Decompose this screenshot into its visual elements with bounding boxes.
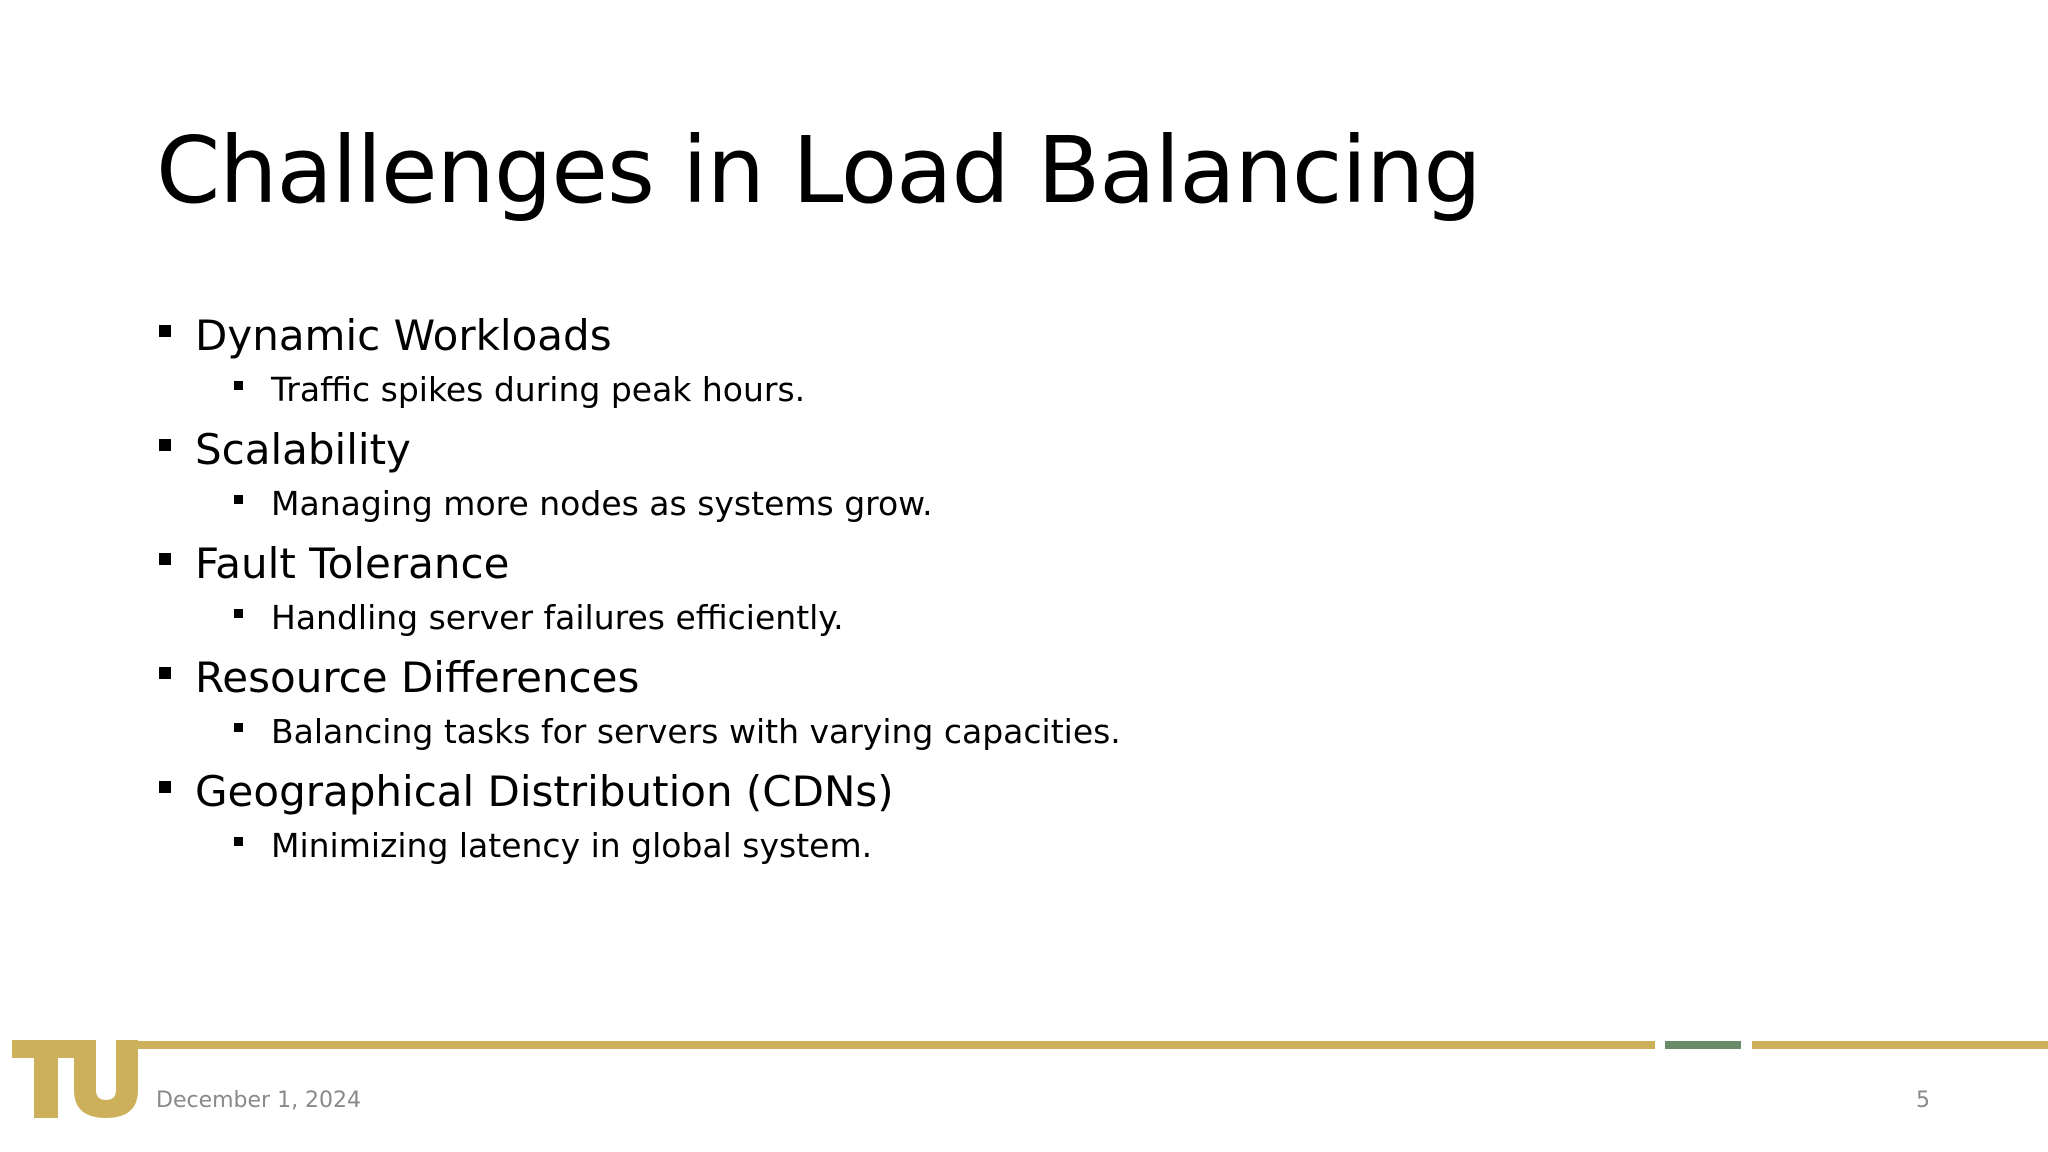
footer-divider-gold-right (1752, 1041, 2048, 1049)
bullet-heading (156, 306, 1956, 366)
square-bullet-icon (159, 325, 171, 337)
bullet-detail (234, 366, 1956, 414)
bullet-heading-text: Resource Differences (195, 653, 640, 702)
bullet-heading (156, 420, 1956, 480)
bullet-heading (156, 648, 1956, 708)
bullet-heading (156, 534, 1956, 594)
bullet-detail-text: Managing more nodes as systems grow. (271, 484, 933, 523)
square-bullet-icon (234, 609, 243, 618)
bullet-detail (234, 822, 1956, 870)
bullet-item (156, 420, 1956, 528)
footer-date: December 1, 2024 (156, 1088, 362, 1113)
bullet-detail (234, 708, 1956, 756)
bullet-detail (234, 594, 1956, 642)
bullet-list (156, 306, 1956, 876)
bullet-heading-text: Fault Tolerance (195, 539, 510, 588)
page-number: 5 (1916, 1088, 1930, 1113)
bullet-item (156, 306, 1956, 414)
square-bullet-icon (159, 439, 171, 451)
footer-divider-gold (120, 1041, 1655, 1049)
bullet-heading-text: Scalability (195, 425, 411, 474)
bullet-item (156, 762, 1956, 870)
bullet-detail-text: Minimizing latency in global system. (271, 826, 873, 865)
bullet-item (156, 648, 1956, 756)
square-bullet-icon (159, 553, 171, 565)
tu-logo (12, 1040, 138, 1118)
bullet-item (156, 534, 1956, 642)
square-bullet-icon (234, 381, 243, 390)
footer-divider-green (1665, 1041, 1741, 1049)
square-bullet-icon (234, 837, 243, 846)
square-bullet-icon (159, 667, 171, 679)
bullet-detail-text: Balancing tasks for servers with varying capacities. (271, 712, 1121, 751)
bullet-detail (234, 480, 1956, 528)
slide-title: Challenges in Load Balancing (156, 117, 1481, 224)
square-bullet-icon (234, 723, 243, 732)
bullet-heading (156, 762, 1956, 822)
square-bullet-icon (234, 495, 243, 504)
bullet-heading-text: Geographical Distribution (CDNs) (195, 767, 894, 816)
bullet-detail-text: Handling server failures efficiently. (271, 598, 844, 637)
bullet-detail-text: Traffic spikes during peak hours. (271, 370, 806, 409)
bullet-heading-text: Dynamic Workloads (195, 311, 612, 360)
square-bullet-icon (159, 781, 171, 793)
